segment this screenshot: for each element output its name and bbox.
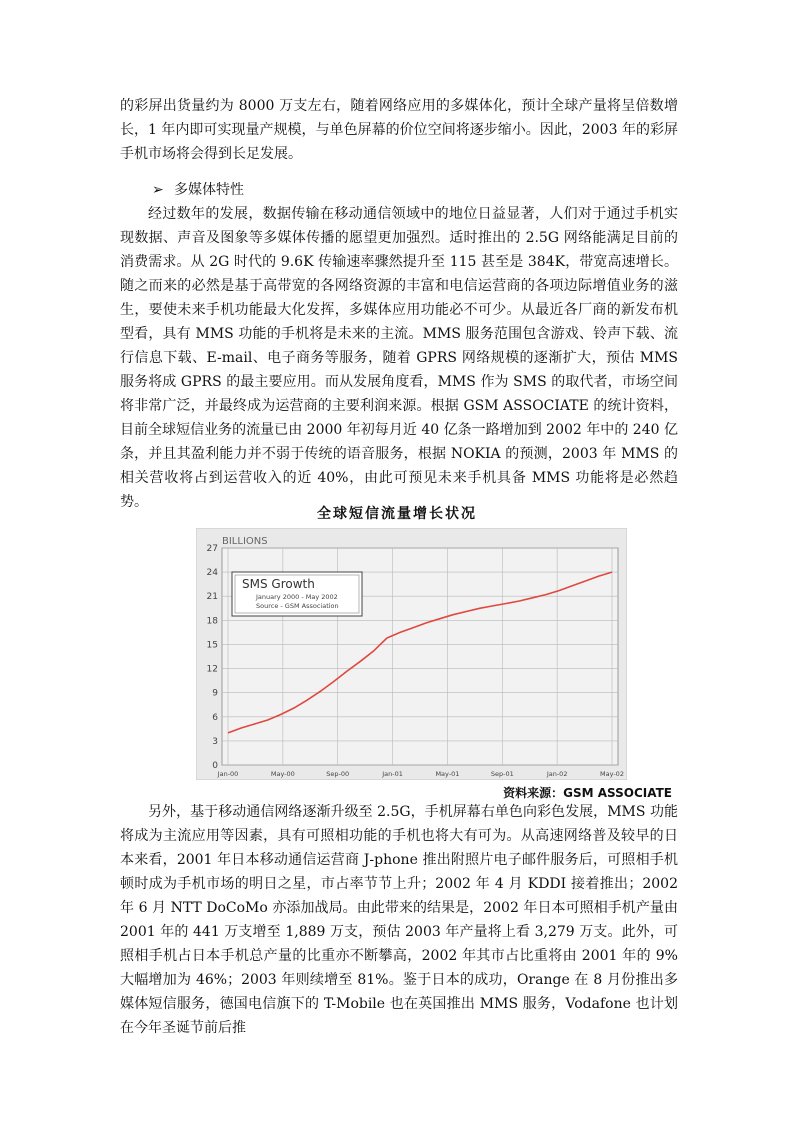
y-tick-label: 24 bbox=[206, 568, 218, 579]
y-tick-label: 3 bbox=[212, 736, 218, 747]
legend-title: SMS Growth bbox=[242, 577, 315, 591]
y-tick-label: 0 bbox=[212, 761, 218, 771]
section-heading-label: 多媒体特性 bbox=[174, 182, 244, 198]
x-tick-label: Sep-01 bbox=[490, 770, 514, 778]
section-heading-multimedia bbox=[152, 178, 244, 202]
y-tick-label: 9 bbox=[212, 688, 218, 699]
legend-subtitle-source: Source - GSM Association bbox=[256, 602, 339, 610]
paragraph-color-screen: 的彩屏出货量约为 8000 万支左右，随着网络应用的多媒体化，预计全球产量将呈倍数增长，1 年内即可实现量产规模，与单色屏幕的价位空间将逐步缩小。因此，2003 年的彩屏手机市场将会得到长足发展。 bbox=[120, 98, 678, 162]
x-tick-label: Jan-01 bbox=[382, 770, 403, 778]
x-tick-label: May-02 bbox=[600, 770, 624, 778]
arrow-bullet-icon: ➢ bbox=[152, 182, 164, 198]
chart-source: 资料来源：GSM ASSOCIATE bbox=[503, 786, 672, 800]
chart-legend-box bbox=[232, 572, 362, 616]
y-tick-label: 27 bbox=[206, 544, 218, 554]
chart-svg bbox=[196, 528, 627, 780]
y-tick-label: 15 bbox=[206, 640, 218, 651]
sms-growth-chart bbox=[196, 528, 627, 780]
y-tick-label: 12 bbox=[206, 664, 218, 675]
x-tick-label: Jan-02 bbox=[546, 770, 568, 778]
legend-subtitle-dates: January 2000 - May 2002 bbox=[256, 593, 338, 601]
x-tick-label: May-01 bbox=[435, 770, 460, 778]
x-tick-label: May-00 bbox=[270, 770, 295, 778]
x-tick-label: Sep-00 bbox=[326, 770, 350, 778]
y-tick-label: 18 bbox=[206, 616, 218, 627]
chart-title: 全球短信流量增长状况 bbox=[317, 506, 477, 522]
paragraph-camera-phones: 另外，基于移动通信网络逐渐升级至 2.5G，手机屏幕右单色向彩色发展，MMS 功能将成为主流应用等因素，具有可照相功能的手机也将大有可为。从高速网络普及较早的日本来看，2001 年日本移动通信运营商 J-phone 推出附照片电子邮件服务后，可照相手机顿时成为手机市场的明日之星，市占率节节上升；2002 年 4 月 KDDI 接着推出；2002 年 6 月 NTT DoCoMo 亦添加战局。由此带来的结果是，2002 年日本可照相手机产量由 2001 年的 441 万支增至 1,889 万支，预估 2003 年产量将上看 3,279 万支。此外，可照相手机占日本手机总产量的比重亦不断攀高，2002 年其市占比重将由 2001 年的 9%大幅增加为 46%；2003 年则续增至 81%。鉴于日本的成功，Orange 在 8 月份推出多媒体短信服务，德国电信旗下的 T-Mobile 也在英国推出 MMS 服务，Vodafone 也计划在今年圣诞节前后推 bbox=[120, 804, 678, 1036]
y-tick-label: 6 bbox=[212, 712, 218, 723]
paragraph-multimedia: 经过数年的发展，数据传输在移动通信领域中的地位日益显著，人们对于通过手机实现数据、声音及图象等多媒体传播的愿望更加强烈。适时推出的 2.5G 网络能满足目前的消费需求。从 2G 时代的 9.6K 传输速率骤然提升至 115 甚至是 384K，带宽高速增长。随之而来的必然是基于高带宽的各网络资源的丰富和电信运营商的各项边际增值业务的滋生，要使未来手机功能最大化发挥，多媒体应用功能必不可少。从最近各厂商的新发布机型看，具有 MMS 功能的手机将是未来的主流。MMS 服务范围包含游戏、铃声下载、流行信息下载、E-mail、电子商务等服务，随着 GPRS 网络规模的逐渐扩大，预估 MMS 服务将成 GPRS 的最主要应用。而从发展角度看，MMS 作为 SMS 的取代者，市场空间将非常广泛，并最终成为运营商的主要利润来源。根据 GSM ASSOCIATE 的统计资料，目前全球短信业务的流量已由 2000 年初每月近 40 亿条一路增加到 2002 年中的 240 亿条，并且其盈利能力并不弱于传统的语音服务，根据 NOKIA 的预测，2003 年 MMS 的相关营收将占到运营收入的近 40%，由此可预见未来手机具备 MMS 功能将是必然趋势。 bbox=[120, 206, 678, 510]
x-tick-label: Jan-00 bbox=[217, 770, 239, 778]
y-tick-label: 21 bbox=[206, 592, 218, 603]
unit-label: BILLIONS bbox=[222, 536, 268, 547]
